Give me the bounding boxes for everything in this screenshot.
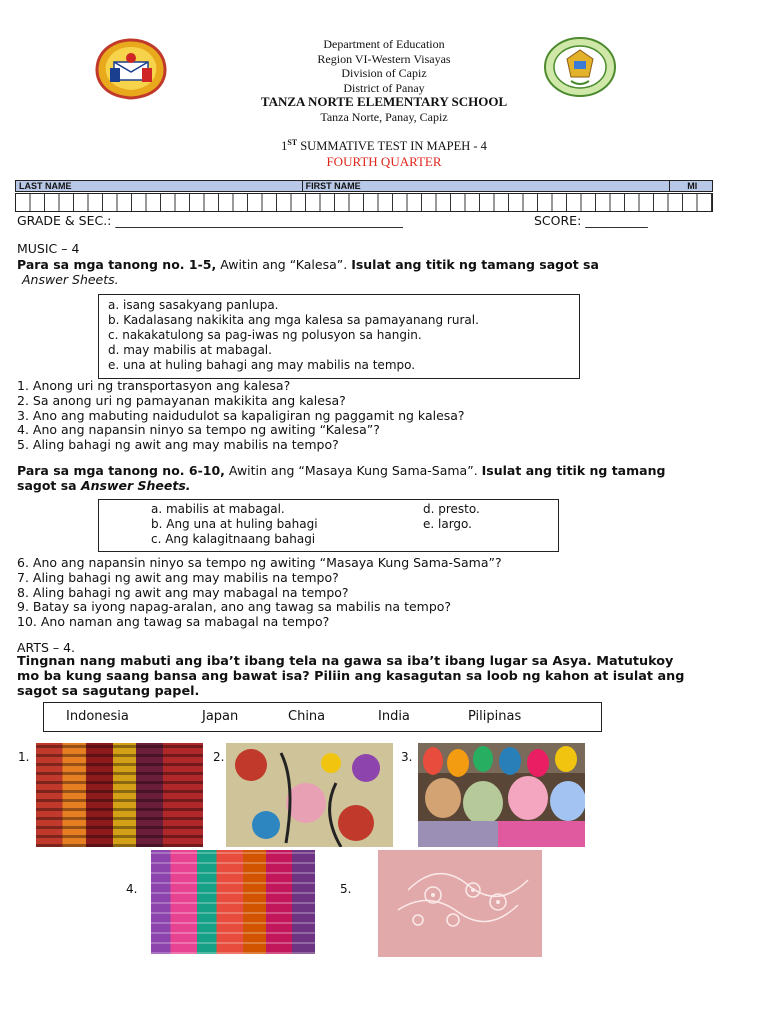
choice-a: a. isang sasakyang panlupa. <box>108 298 279 312</box>
music-instruction-2 <box>17 463 665 478</box>
header-block <box>0 37 768 124</box>
country-india: India <box>378 709 410 724</box>
region-name: Region VI-Western Visayas <box>317 51 451 66</box>
choice2-d: d. presto. <box>423 502 480 516</box>
instr2-sheets: Answer Sheets. <box>80 478 191 493</box>
instr1-range: Para sa mga tanong no. 1-5, <box>17 257 217 272</box>
question-2: 2. Sa anong uri ng pamayanan makikita ang kalesa? <box>17 392 346 408</box>
choice-b: b. Kadalasang nakikita ang mga kalesa sa pamayanang rural. <box>108 313 479 327</box>
item-number-2: 2. <box>213 750 225 764</box>
item-number-5: 5. <box>340 882 352 896</box>
mi-header: MI <box>669 181 712 192</box>
choice-e: e. una at huling bahagi ang may mabilis na tempo. <box>108 358 416 372</box>
question-10: 10. Ano naman ang tawag sa mabagal na tempo? <box>17 614 330 630</box>
school-address: Tanza Norte, Panay, Capiz <box>320 109 448 124</box>
test-title <box>0 138 768 154</box>
choice-c: c. nakakatulong sa pag-iwas ng polusyon sa hangin. <box>108 328 422 342</box>
music-instruction-1 <box>17 257 599 272</box>
question-9: 9. Batay sa iyong napag-aralan, ano ang tawag sa mabilis na tempo? <box>17 599 452 615</box>
fabric-image-2 <box>226 743 393 847</box>
title-sup: ST <box>287 138 298 147</box>
question-7: 7. Aling bahagi ng awit ang may mabilis na tempo? <box>17 569 339 585</box>
fabric-image-3 <box>418 743 585 847</box>
music-heading: MUSIC – 4 <box>17 241 80 256</box>
instr2-task: Isulat ang titik ng tamang <box>481 463 666 478</box>
school-name: TANZA NORTE ELEMENTARY SCHOOL <box>260 94 508 109</box>
name-table <box>15 180 713 192</box>
music-instruction-2-cont <box>17 478 191 493</box>
music-instruction-1-cont: Answer Sheets. <box>22 272 119 287</box>
question-6: 6. Ano ang napansin ninyo sa tempo ng awiting “Masaya Kung Sama-Sama”? <box>17 555 502 570</box>
last-name-header: LAST NAME <box>16 181 303 192</box>
arts-instr-line-1: Tingnan nang mabuti ang iba’t ibang tela na gawa sa iba’t ibang lugar sa Asya. Matutukoy <box>17 654 674 669</box>
country-indonesia: Indonesia <box>66 709 129 724</box>
district-name: District of Panay <box>343 80 425 95</box>
question-1: 1. Anong uri ng transportasyon ang kalesa? <box>17 378 291 393</box>
country-choices-box <box>43 702 602 732</box>
country-pilipinas: Pilipinas <box>468 709 522 724</box>
fabric-image-1 <box>36 743 203 847</box>
dept-name: Department of Education <box>323 37 445 51</box>
country-japan: Japan <box>202 709 239 724</box>
instr2-cont: sagot sa <box>17 478 81 493</box>
item-number-3: 3. <box>401 750 413 764</box>
choice2-b: b. Ang una at huling bahagi <box>151 517 318 531</box>
instr2-song: Awitin ang “Masaya Kung Sama-Sama”. <box>224 463 482 478</box>
choice2-c: c. Ang kalagitnaang bahagi <box>151 532 316 546</box>
question-4: 4. Ano ang napansin ninyo sa tempo ng awiting “Kalesa”? <box>17 422 380 438</box>
division-name: Division of Capiz <box>341 66 427 80</box>
title-number: 1 <box>281 139 288 154</box>
fabric-image-4 <box>151 850 315 954</box>
choice2-e: e. largo. <box>423 517 472 531</box>
fabric-image-5 <box>378 850 542 957</box>
grade-section-field[interactable]: GRADE & SEC.: ______________________________________________ <box>17 213 403 228</box>
country-china: China <box>288 709 326 724</box>
first-name-header: FIRST NAME <box>302 181 669 192</box>
item-number-4: 4. <box>126 882 138 896</box>
instr2-range: Para sa mga tanong no. 6-10, <box>17 463 225 478</box>
question-3: 3. Ano ang mabuting naidudulot sa kapaligiran ng paggamit ng kalesa? <box>17 407 465 423</box>
instr1-task: Isulat ang titik ng tamang sagot sa <box>351 257 599 272</box>
choices-box-1 <box>98 294 580 379</box>
item-number-1: 1. <box>18 750 30 764</box>
instr1-song: Awitin ang “Kalesa”. <box>216 257 352 272</box>
arts-instr-line-2: mo ba kung saang bansa ang bawat isa? Piliin ang kasagutan sa loob ng kahon at isulat ang <box>17 668 685 684</box>
choice2-a: a. mabilis at mabagal. <box>151 502 285 516</box>
score-field[interactable]: SCORE: __________ <box>534 213 648 228</box>
questions-6-10 <box>17 556 502 630</box>
arts-heading: ARTS – 4. <box>17 640 76 655</box>
question-5: 5. Aling bahagi ng awit ang may mabilis na tempo? <box>17 437 339 453</box>
arts-instruction <box>17 655 684 699</box>
question-8: 8. Aling bahagi ng awit ang may mabagal na tempo? <box>17 584 349 600</box>
name-letter-boxes[interactable] <box>15 193 713 212</box>
choice-d: d. may mabilis at mabagal. <box>108 343 272 357</box>
arts-instr-line-3: sagot sa sagutang papel. <box>17 683 200 699</box>
title-text: SUMMATIVE TEST IN MAPEH - 4 <box>297 139 487 154</box>
questions-1-5 <box>17 379 465 453</box>
choices-box-2 <box>98 499 559 552</box>
quarter-label: FOURTH QUARTER <box>326 154 442 169</box>
